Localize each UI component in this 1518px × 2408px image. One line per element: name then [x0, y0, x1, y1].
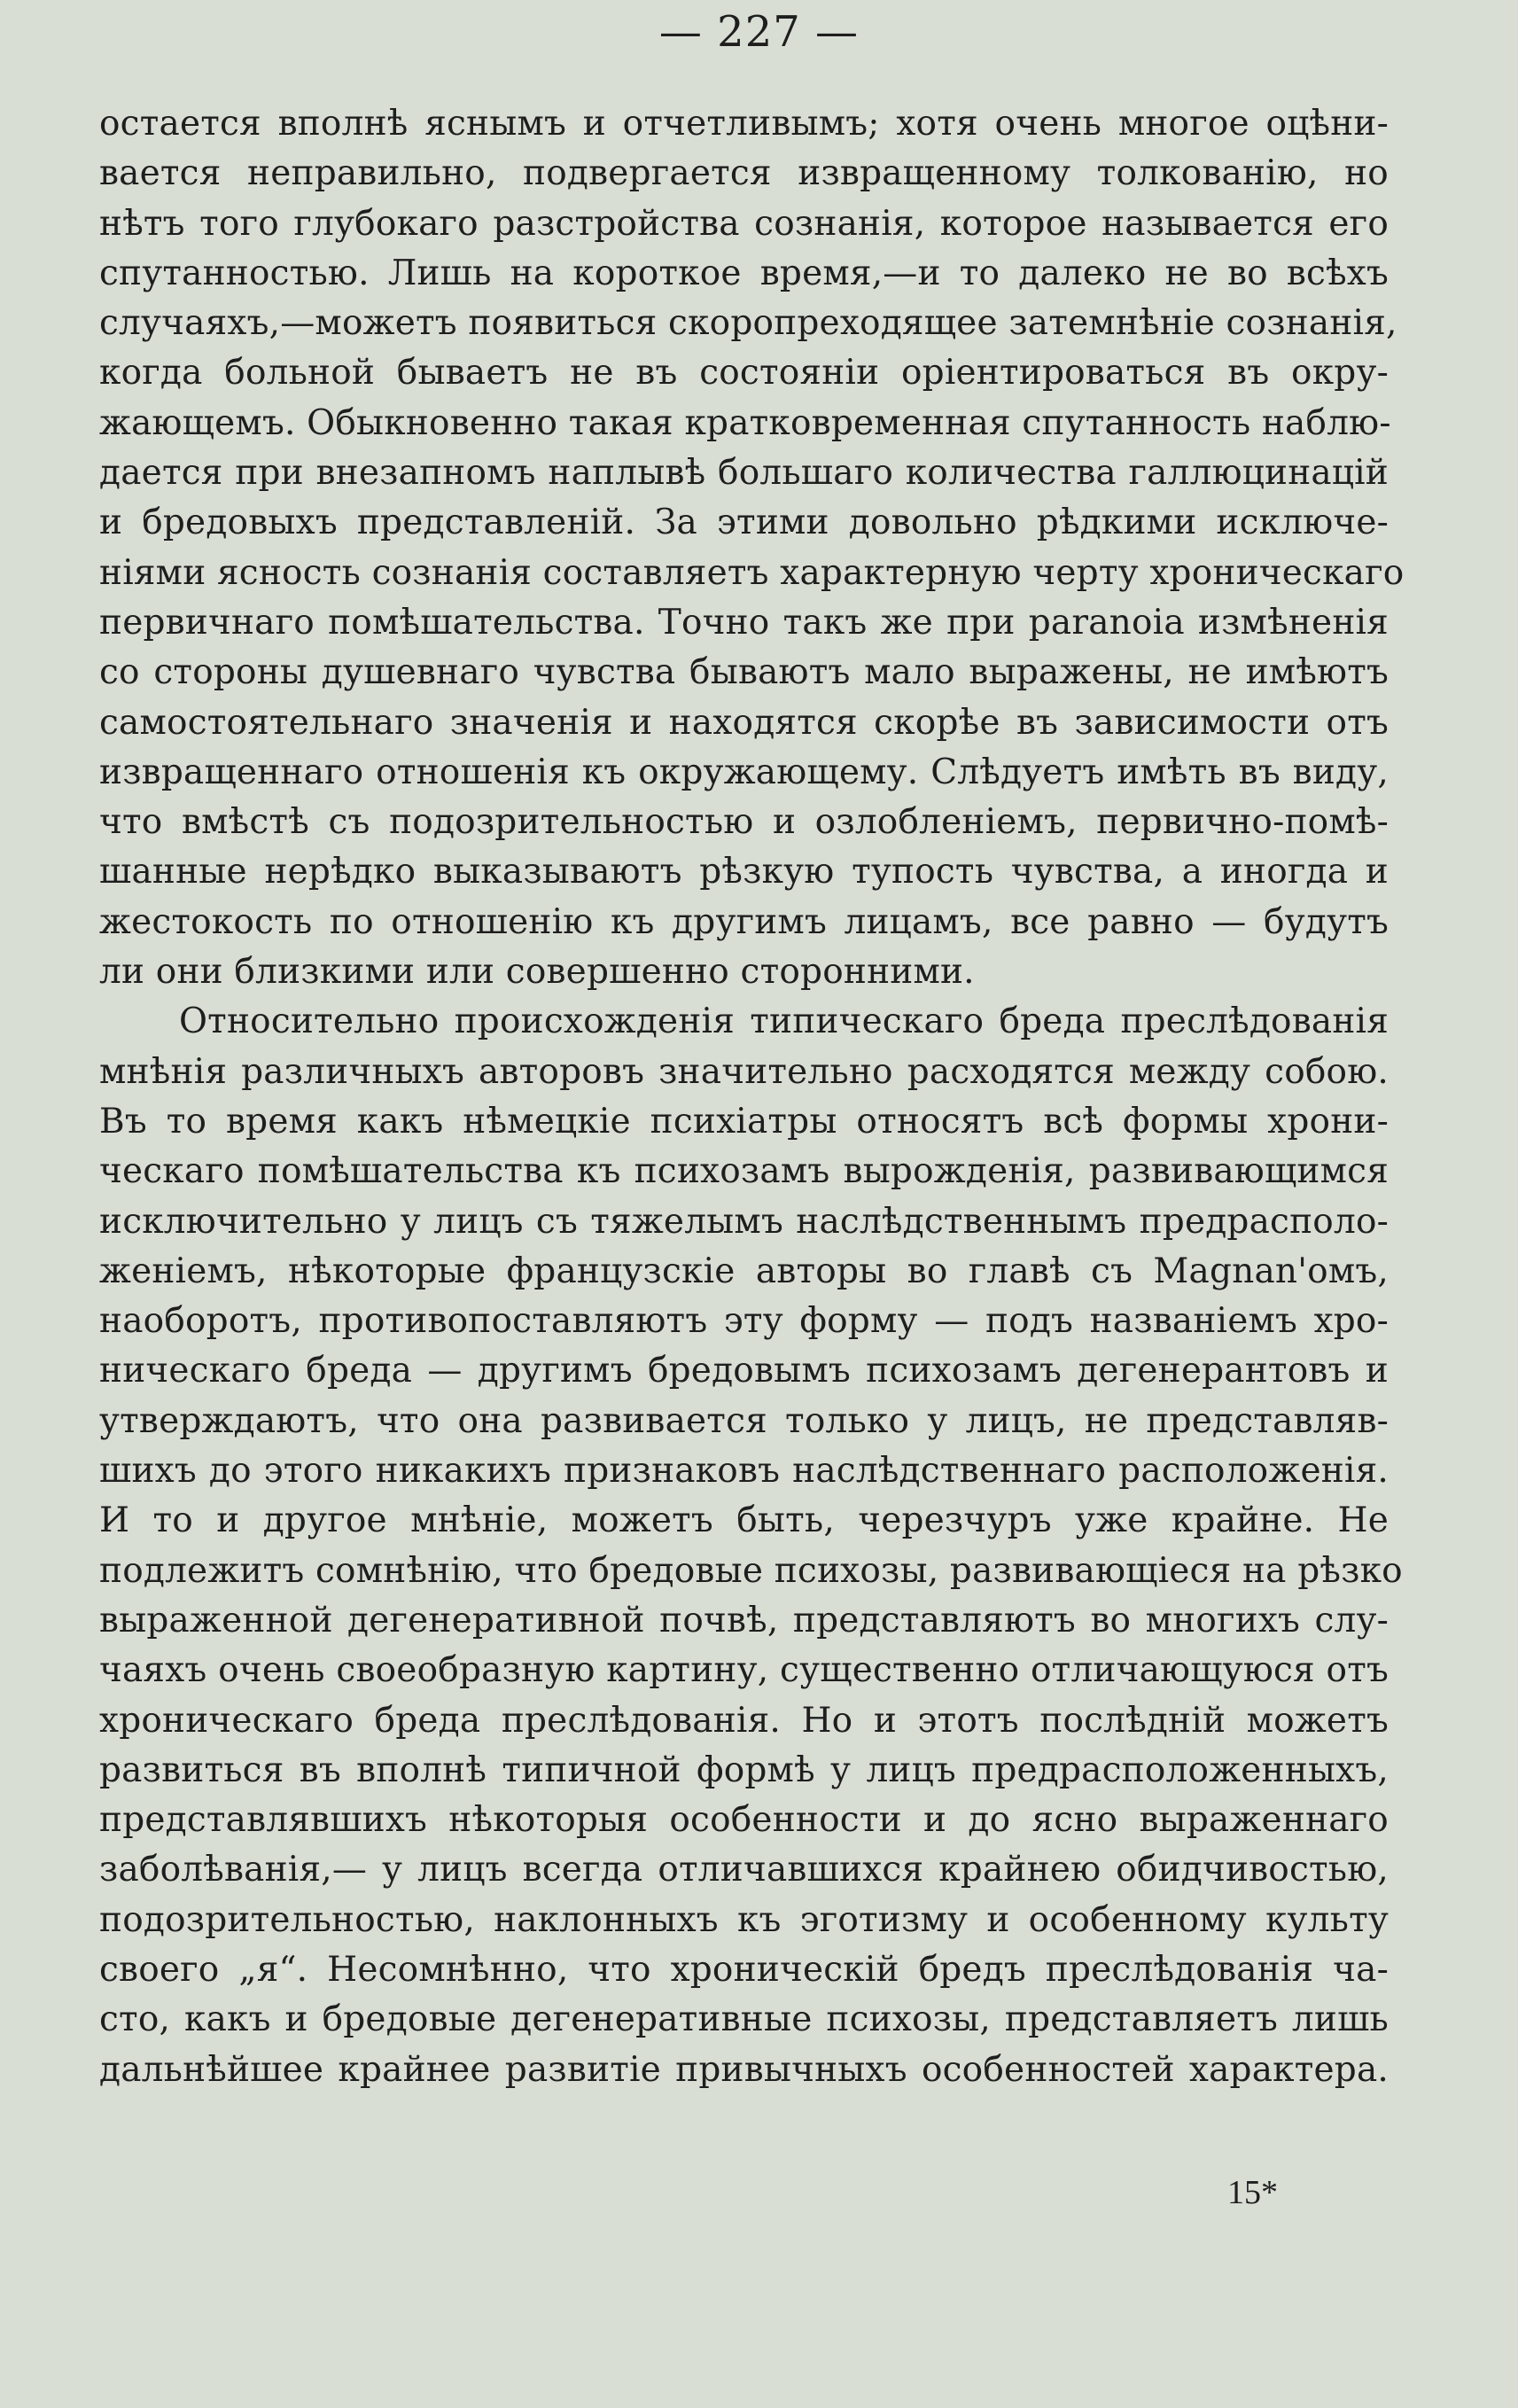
paragraph-1 — [99, 99, 1405, 997]
text-line: наоборотъ, противопоставляютъ эту форму — подъ названіемъ хро- — [99, 1301, 1389, 1342]
text-line: своего „я“. Несомнѣнно, что хроническій бредъ преслѣдованія ча- — [99, 1949, 1389, 1990]
text-line: самостоятельнаго значенія и находятся скорѣе въ зависимости отъ — [99, 702, 1389, 743]
text-line: Въ то время какъ нѣмецкіе психіатры относятъ всѣ формы хрони- — [99, 1101, 1389, 1142]
text-line: представлявшихъ нѣкоторыя особенности и до ясно выраженнаго — [99, 1800, 1389, 1841]
text-line: ческаго помѣшательства къ психозамъ вырожденія, развивающимся — [99, 1151, 1389, 1192]
text-line: извращеннаго отношенія къ окружающему. Слѣдуетъ имѣть въ виду, — [99, 752, 1389, 792]
text-line: подлежитъ сомнѣнію, что бредовые психозы, развивающіеся на рѣзко — [99, 1550, 1403, 1591]
text-line: что вмѣстѣ съ подозрительностью и озлобленіемъ, первично-помѣ- — [99, 802, 1389, 843]
text-line: выраженной дегенеративной почвѣ, представляютъ во многихъ слу- — [99, 1600, 1389, 1640]
text-line: Относительно происхожденія типическаго бреда преслѣдованія — [179, 1001, 1389, 1042]
text-line: подозрительностью, наклонныхъ къ эготизму и особенному культу — [99, 1899, 1389, 1940]
text-line: и бредовыхъ представленій. За этими довольно рѣдкими исключе- — [99, 503, 1389, 543]
text-line: дальнѣйшее крайнее развитіе привычныхъ особенностей характера. — [99, 2049, 1389, 2090]
text-line: сто, какъ и бредовые дегенеративные психозы, представляетъ лишь — [99, 1999, 1389, 2040]
text-line: дается при внезапномъ наплывѣ большаго количества галлюцинацій — [99, 453, 1389, 494]
body-text — [99, 99, 1405, 2095]
text-line: И то и другое мнѣніе, можетъ быть, черезчуръ уже крайне. Не — [99, 1500, 1389, 1541]
text-line: шихъ до этого никакихъ признаковъ наслѣдственнаго расположенія. — [99, 1451, 1389, 1492]
text-line: развиться въ вполнѣ типичной формѣ у лицъ предрасположенныхъ, — [99, 1750, 1389, 1790]
text-line: шанные нерѣдко выказываютъ рѣзкую тупость чувства, а иногда и — [99, 852, 1389, 892]
text-line: заболѣванія,— у лицъ всегда отличавшихся крайнею обидчивостью, — [99, 1850, 1389, 1890]
text-line: утверждаютъ, что она развивается только у лицъ, не представляв- — [99, 1400, 1389, 1441]
text-line: нѣтъ того глубокаго разстройства сознанія, которое называется его — [99, 203, 1389, 244]
text-line: хроническаго бреда преслѣдованія. Но и этотъ послѣдній можетъ — [99, 1700, 1389, 1741]
text-line: ли они близкими или совершенно сторонними. — [99, 952, 975, 993]
signature-mark: 15* — [1227, 2174, 1278, 2211]
text-line: женіемъ, нѣкоторые французскіе авторы во главѣ съ Magnan'омъ, — [99, 1251, 1389, 1291]
text-line: вается неправильно, подвергается извращенному толкованію, но — [99, 153, 1389, 194]
text-line: первичнаго помѣшательства. Точно такъ же при paranoia измѣненія — [99, 602, 1389, 643]
text-line: со стороны душевнаго чувства бываютъ мало выражены, не имѣютъ — [99, 652, 1389, 693]
text-line: жающемъ. Обыкновенно такая кратковременная спутанность наблю- — [99, 402, 1391, 443]
text-line: мнѣнія различныхъ авторовъ значительно расходятся между собою. — [99, 1051, 1389, 1092]
paragraph-2 — [99, 997, 1403, 2095]
text-line: спутанностью. Лишь на короткое время,—и то далеко не во всѣхъ — [99, 253, 1389, 293]
text-line: исключительно у лицъ съ тяжелымъ наслѣдственнымъ предрасполо- — [99, 1201, 1389, 1242]
text-line: случаяхъ,—можетъ появиться скоропреходящее затемнѣніе сознанія, — [99, 303, 1397, 344]
text-line: чаяхъ очень своеобразную картину, существенно отличающуюся отъ — [99, 1650, 1389, 1691]
page-number: — 227 — — [658, 7, 860, 57]
text-line: ническаго бреда — другимъ бредовымъ психозамъ дегенерантовъ и — [99, 1351, 1389, 1391]
text-line: ніями ясность сознанія составляетъ характерную черту хроническаго — [99, 552, 1405, 593]
text-line: остается вполнѣ яснымъ и отчетливымъ; хотя очень многое оцѣни- — [99, 104, 1389, 144]
text-line: когда больной бываетъ не въ состояніи оріентироваться въ окру- — [99, 353, 1389, 394]
text-line: жестокость по отношенію къ другимъ лицамъ, все равно — будутъ — [99, 901, 1389, 942]
